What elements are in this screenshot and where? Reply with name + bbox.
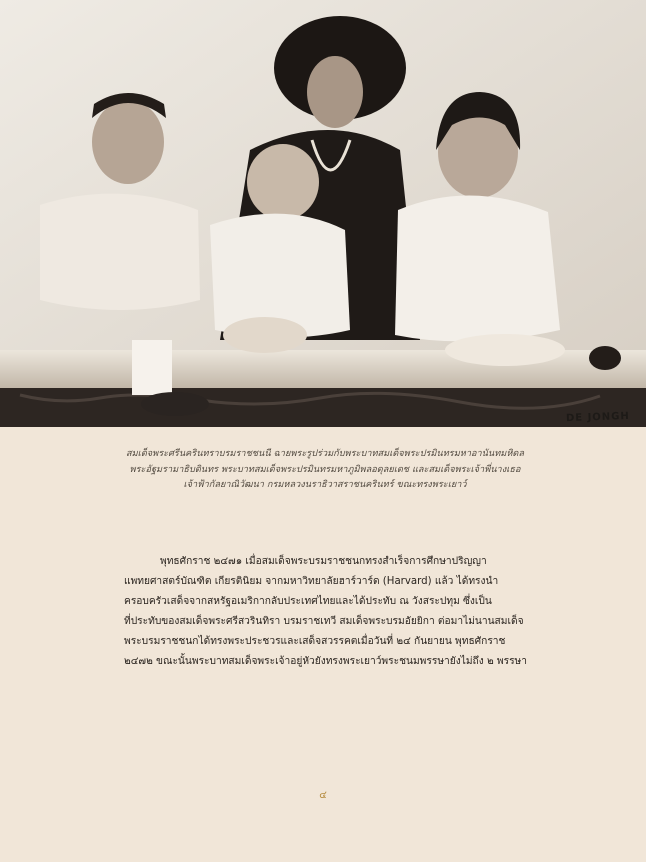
caption-line: เจ้าฟ้ากัลยาณิวัฒนา กรมหลวงนราธิวาสราชนครินทร์ ขณะทรงพระเยาว์ xyxy=(183,479,467,490)
portrait-illustration xyxy=(0,0,646,427)
body-line: พุทธศักราช ๒๔๗๑ เมื่อสมเด็จพระบรมราชชนกทรงสำเร็จการศึกษาปริญญา xyxy=(160,556,487,567)
body-line: ๒๔๗๒ ขณะนั้นพระบาทสมเด็จพระเจ้าอยู่หัวยังทรงพระเยาว์พระชนมพรรษายังไม่ถึง ๒ พรรษา xyxy=(124,656,527,667)
body-paragraph xyxy=(124,552,527,672)
body-line: ครอบครัวเสด็จจากสหรัฐอเมริกากลับประเทศไทยและได้ประทับ ณ วังสระปทุม ซึ่งเป็น xyxy=(124,596,492,607)
photo-caption xyxy=(110,446,540,493)
photographer-signature: DE JONGH xyxy=(566,410,631,425)
body-line: พระบรมราชชนกได้ทรงพระประชวรและเสด็จสวรรคตเมื่อวันที่ ๒๔ กันยายน พุทธศักราช xyxy=(124,636,506,647)
caption-line: สมเด็จพระศรีนครินทราบรมราชชนนี ฉายพระรูปร่วมกับพระบาทสมเด็จพระปรมินทรมหาอานันทมหิดล xyxy=(126,448,524,459)
body-line: แพทยศาสตร์บัณฑิต เกียรตินิยม จากมหาวิทยาลัยฮาร์วาร์ด (Harvard) แล้ว ได้ทรงนำ xyxy=(124,576,499,587)
page-number: ๔ xyxy=(319,790,327,801)
caption-line: พระอัฐมรามาธิบดินทร พระบาทสมเด็จพระปรมินทรมหาภูมิพลอดุลยเดช และสมเด็จพระเจ้าพี่นางเธอ xyxy=(129,463,521,475)
royal-family-portrait-photo xyxy=(0,0,646,427)
body-line: ที่ประทับของสมเด็จพระศรีสวรินทิรา บรมราชเทวี สมเด็จพระบรมอัยยิกา ต่อมาไม่นานสมเด็จ xyxy=(124,616,524,627)
